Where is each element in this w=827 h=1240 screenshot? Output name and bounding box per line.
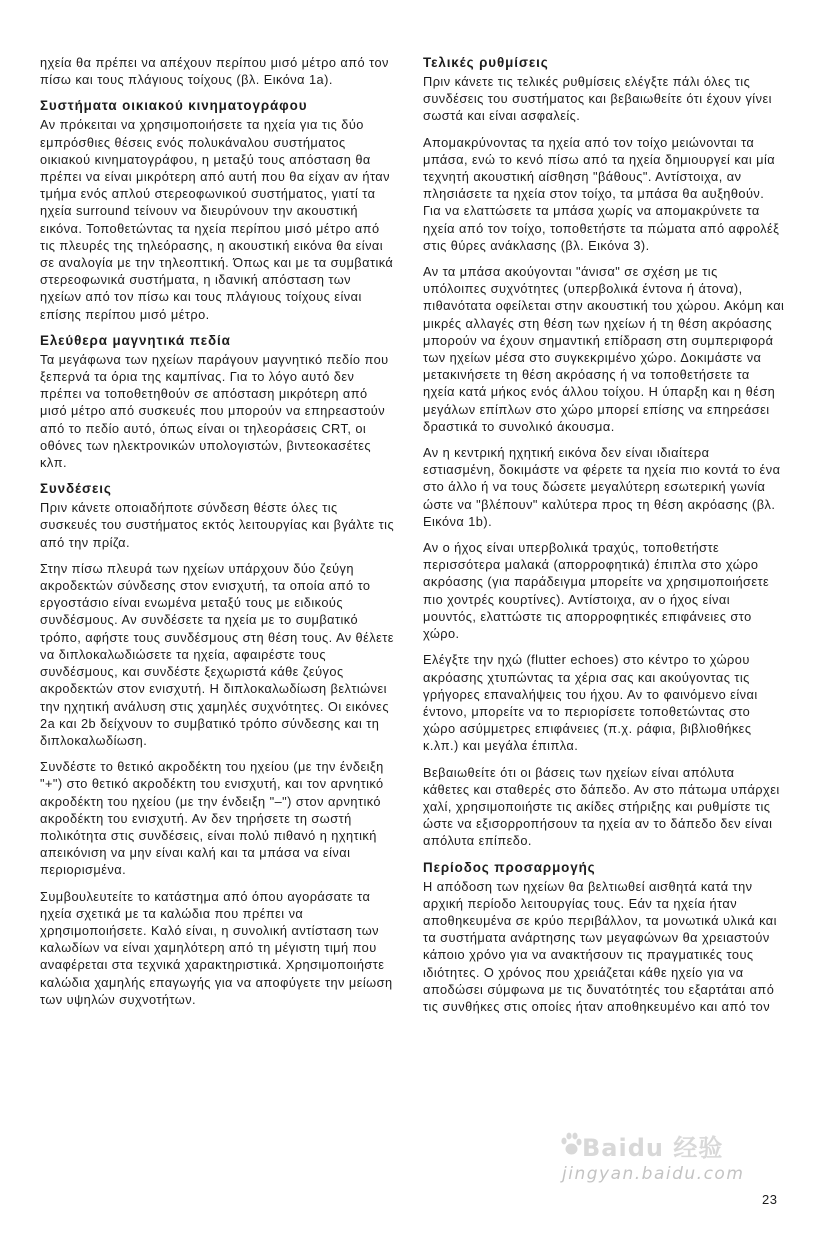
- section-heading-running-in: Περίοδος προσαρμογής: [423, 859, 596, 875]
- left-column: [40, 54, 396, 1017]
- paragraph: Αν ο ήχος είναι υπερβολικά τραχύς, τοποθετήστε περισσότερα μαλακά (απορροφητικά) έπιπλα στο χώρο ακρόασης (για παράδειγμα μπορείτε να χρησιμοποιήσετε πιο χοντρές κουρτίνες). Αντίστοιχα, αν ο ήχος είναι μουντός, ελαττώστε τις απορροφητικές επιφάνειες στο χώρο.: [423, 540, 770, 642]
- baidu-watermark: [560, 1128, 800, 1198]
- section-heading-home-cinema: Συστήματα οικιακού κινηματογράφου: [40, 98, 308, 114]
- right-column: [423, 54, 785, 1024]
- paragraph: Βεβαιωθείτε ότι οι βάσεις των ηχείων είναι απόλυτα κάθετες και σταθερές στο δάπεδο. Αν στο πάτωμα υπάρχει χαλί, χρησιμοποιήστε τις ακίδες στήριξης και ρυθμίστε τις ώστε να εξισορροπήσουν τα ηχεία αν το δάπεδο δεν είναι απόλυτα επίπεδο.: [423, 764, 780, 849]
- paragraph: Συμβουλευτείτε το κατάστημα από όπου αγοράσατε τα ηχεία σχετικά με τα καλώδια που πρέπει να χρησιμοποιήσετε. Καλό είναι, η συνολική αντίσταση των καλωδίων να είναι χαμηλότερη από τη μέγιστη τιμή που αναφέρεται στα τεχνικά χαρακτηριστικά. Χρησιμοποιήστε καλώδια χαμηλής επαγωγής για να αποφύγετε την μείωση των υψηλών συχνοτήτων.: [40, 888, 393, 1007]
- paragraph: Πριν κάνετε τις τελικές ρυθμίσεις ελέγξτε πάλι όλες τις συνδέσεις του συστήματος και βεβαιωθείτε ότι έχουν γίνει σωστά και είναι ασφαλείς.: [423, 74, 772, 124]
- section-heading-connections: Συνδέσεις: [40, 481, 112, 497]
- paw-icon: [560, 1132, 582, 1156]
- paragraph: Αν πρόκειται να χρησιμοποιήσετε τα ηχεία για τις δύο εμπρόσθιες θέσεις ενός πολυκάναλου συστήματος οικιακού κινηματογράφου, η μεταξύ τους απόσταση θα πρέπει να είναι μικρότερη από αυτή που θα είχαν αν ήταν τμήμα ενός απλού στερεοφωνικού συστήματος, γιατί τα ηχεία surround τείνουν να διευρύνουν την ακουστική εικόνα. Τοποθετώντας τα ηχεία περίπου μισό μέτρο από τις πλευρές της τηλεόρασης, η ακουστική εικόνα θα είναι σε αναλογία με την τηλεοπτική. Όπως και με τα συμβατικά στερεοφωνικά συστήματα, η ιδανική απόσταση των ηχείων από τον πίσω και τους πλάγιους τοίχους είναι επίσης περίπου μισό μέτρο.: [40, 117, 394, 322]
- paragraph: Τα μεγάφωνα των ηχείων παράγουν μαγνητικό πεδίο που ξεπερνά τα όρια της καμπίνας. Για το λόγο αυτό δεν πρέπει να τοποθετηθούν σε απόσταση μικρότερη από μισό μέτρο από συσκευές που μπορούν να επηρεαστούν από το πεδίο αυτό, όπως είναι οι τηλεοράσεις CRT, οι οθόνες των ηλεκτρονικών υπολογιστών, βιντεοκασέτες κλπ.: [40, 351, 389, 471]
- paragraph: Πριν κάνετε οποιαδήποτε σύνδεση θέστε όλες τις συσκευές του συστήματος εκτός λειτουργίας και βγάλτε τις από την πρίζα.: [40, 500, 395, 550]
- paragraph: Αν τα μπάσα ακούγονται "άνισα" σε σχέση με τις υπόλοιπες συχνότητες (υπερβολικά έντονα ή άτονα), πιθανότατα οφείλεται στην ακουστική του χώρου. Ακόμη και μικρές αλλαγές στη θέση των ηχείων ή τη θέση ακρόασης μπορούν να έχουν σημαντική επίδραση στη συμπεριφορά των ηχείων μέσα στο συγκεκριμένο χώρο. Δοκιμάστε να μετακινήσετε τη θέση ακρόασης ή να τοποθετήσετε τα ηχεία κατά μήκος ενός άλλου τοίχου. Η ύπαρξη και η θέση μεγάλων επίπλων στο χώρο μπορεί επίσης να επηρεάσει δραστικά το συνολικό άκουσμα.: [423, 264, 785, 434]
- watermark-main-text: Baidu 经验: [582, 1134, 724, 1162]
- section-heading-final-adjustments: Τελικές ρυθμίσεις: [423, 55, 549, 70]
- paragraph: Συνδέστε το θετικό ακροδέκτη του ηχείου (με την ένδειξη "+") στο θετικό ακροδέκτη του ενισχυτή, και τον αρνητικό ακροδέκτη του ηχείου (με την ένδειξη "–") στον αρνητικό ακροδέκτη του ενισχυτή. Αν δεν τηρήσετε τη σωστή πολικότητα στις συνδέσεις, είναι πολύ πιθανό η ηχητική απεικόνιση να μην είναι καλή και τα μπάσα να είναι περιορισμένα.: [40, 759, 384, 878]
- paragraph: Η απόδοση των ηχείων θα βελτιωθεί αισθητά κατά την αρχική περίοδο λειτουργίας τους. Εάν τα ηχεία ήταν αποθηκευμένα σε κρύο περιβάλλον, τα μονωτικά υλικά και τα συστήματα ανάρτησης των μεγαφώνων θα χρειαστούν κάποιο χρόνο για να ανακτήσουν τις πραγματικές τους ιδιότητες. Ο χρόνος που χρειάζεται κάθε ηχείο για να αποδώσει σύμφωνα με τις δυνατότητές του εξαρτάται από τις συνθήκες στις οποίες ήταν αποθηκευμένο και από τον: [423, 878, 777, 1014]
- paragraph: Στην πίσω πλευρά των ηχείων υπάρχουν δύο ζεύγη ακροδεκτών σύνδεσης στον ενισχυτή, τα οποία από το εργοστάσιο είναι ενωμένα μεταξύ τους με ειδικούς συνδέσμους. Αν συνδέσετε τα ηχεία με το συμβατικό τρόπο, αφήστε τους συνδέσμους στη θέση τους. Αν θέλετε να διπλοκαλωδιώσετε τα ηχεία, αφαιρέστε τους συνδέσμους, και συνδέστε ξεχωριστά κάθε ζεύγος ακροδεκτών στον ενισχυτή. Η διπλοκαλωδίωση βελτιώνει την ηχητική ανάλυση στις χαμηλές συχνότητες. Οι εικόνες 2a και 2b δείχνουν το συμβατικό τρόπο σύνδεσης και τη διπλοκαλωδίωση.: [40, 560, 394, 748]
- watermark-url: jingyan.baidu.com: [562, 1164, 745, 1184]
- intro-paragraph: ηχεία θα πρέπει να απέχουν περίπου μισό μέτρο από τον πίσω και τους πλάγιους τοίχους (βλ. Εικόνα 1a).: [40, 55, 389, 88]
- paragraph: Αν η κεντρική ηχητική εικόνα δεν είναι ιδιαίτερα εστιασμένη, δοκιμάστε να φέρετε τα ηχεία πιο κοντά το ένα στο άλλο ή να τους δώσετε μεγαλύτερη εσωτερική γωνία ώστε να "βλέπουν" καλύτερα προς τη θέση ακρόασης (βλ. Εικόνα 1b).: [423, 445, 781, 529]
- section-heading-magnetic-fields: Ελεύθερα μαγνητικά πεδία: [40, 332, 231, 348]
- paragraph: Απομακρύνοντας τα ηχεία από τον τοίχο μειώνονται τα μπάσα, ενώ το κενό πίσω από τα ηχεία δημιουργεί και μία τεχνητή ακουστική αίσθηση "βάθους". Αντίστοιχα, αν πλησιάσετε τα ηχεία στον τοίχο, τα μπάσα θα αυξηθούν. Για να ελαττώσετε τα μπάσα χωρίς να απομακρύνετε τα ηχεία από τον τοίχο, τοποθετήστε τα πώματα από αφρολέξ στις θύρες ανάκλασης (βλ. Εικόνα 3).: [423, 134, 780, 253]
- paragraph: Ελέγξτε την ηχώ (flutter echoes) στο κέντρο το χώρου ακρόασης χτυπώντας τα χέρια σας και ακούγοντας τις γρήγορες επαναλήψεις του ήχου. Αν το φαινόμενο είναι έντονο, μπορείτε να το περιορίσετε τοποθετώντας στο χώρο ασύμμετρες επιφάνειες (π.χ. ράφια, βιβλιοθήκες κ.λπ.) και μεγάλα έπιπλα.: [423, 652, 758, 754]
- page-number: 23: [762, 1192, 778, 1207]
